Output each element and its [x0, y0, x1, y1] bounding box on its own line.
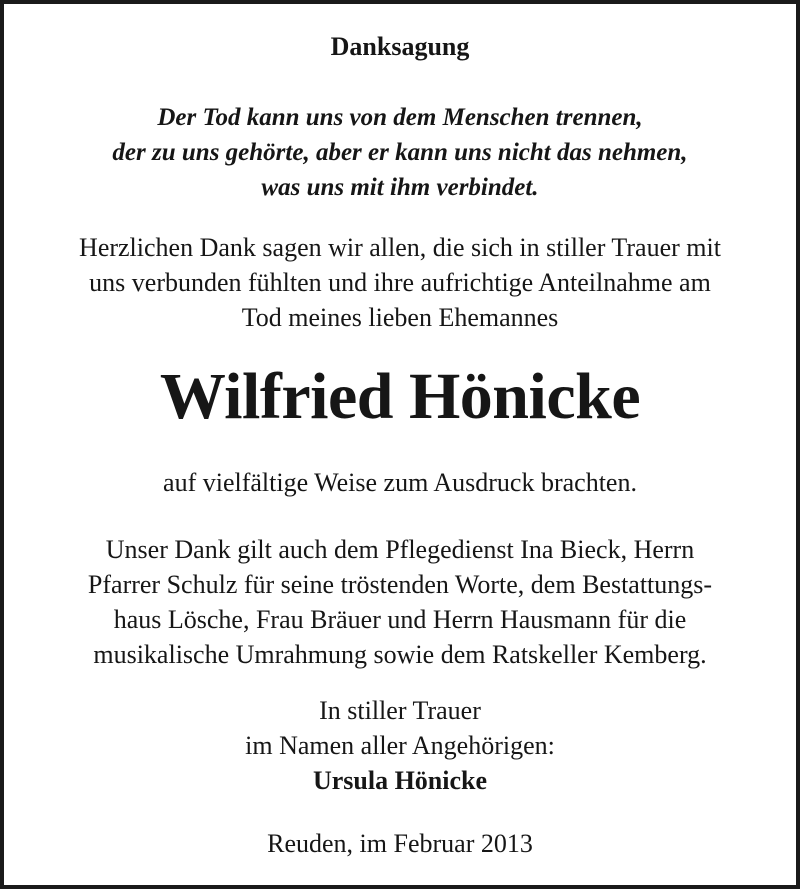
closing-line-1: In stiller Trauer [319, 696, 481, 725]
quote-line-1: Der Tod kann uns von dem Menschen trennen, [157, 104, 643, 131]
thanks-line-4: musikalische Umrahmung sowie dem Ratskeller Kemberg. [93, 640, 707, 669]
deceased-name: Wilfried Hönicke [159, 360, 641, 433]
thanks-line-1: Unser Dank gilt auch dem Pflegedienst Ina Bieck, Herrn [105, 535, 695, 564]
thanks-line-2: Pfarrer Schulz für seine tröstenden Worte, dem Bestattungs- [87, 570, 713, 599]
thanks-line-3: haus Lösche, Frau Bräuer und Herrn Hausmann für die [113, 605, 687, 634]
intro-line-1: Herzlichen Dank sagen wir allen, die sich in stiller Trauer mit [79, 233, 721, 262]
place-date: Reuden, im Februar 2013 [267, 829, 533, 858]
after-name-line: auf vielfältige Weise zum Ausdruck brachten. [163, 468, 637, 497]
intro-line-3: Tod meines lieben Ehemannes [241, 303, 559, 332]
quote-line-2: der zu uns gehörte, aber er kann uns nicht das nehmen, [112, 139, 688, 166]
quote-line-3: was uns mit ihm verbindet. [261, 174, 539, 201]
signer-name: Ursula Hönicke [312, 766, 488, 795]
intro-line-2: uns verbunden fühlten und ihre aufrichtige Anteilnahme am [89, 268, 711, 297]
closing-line-2: im Namen aller Angehörigen: [245, 731, 555, 760]
notice-heading: Danksagung [330, 32, 470, 61]
